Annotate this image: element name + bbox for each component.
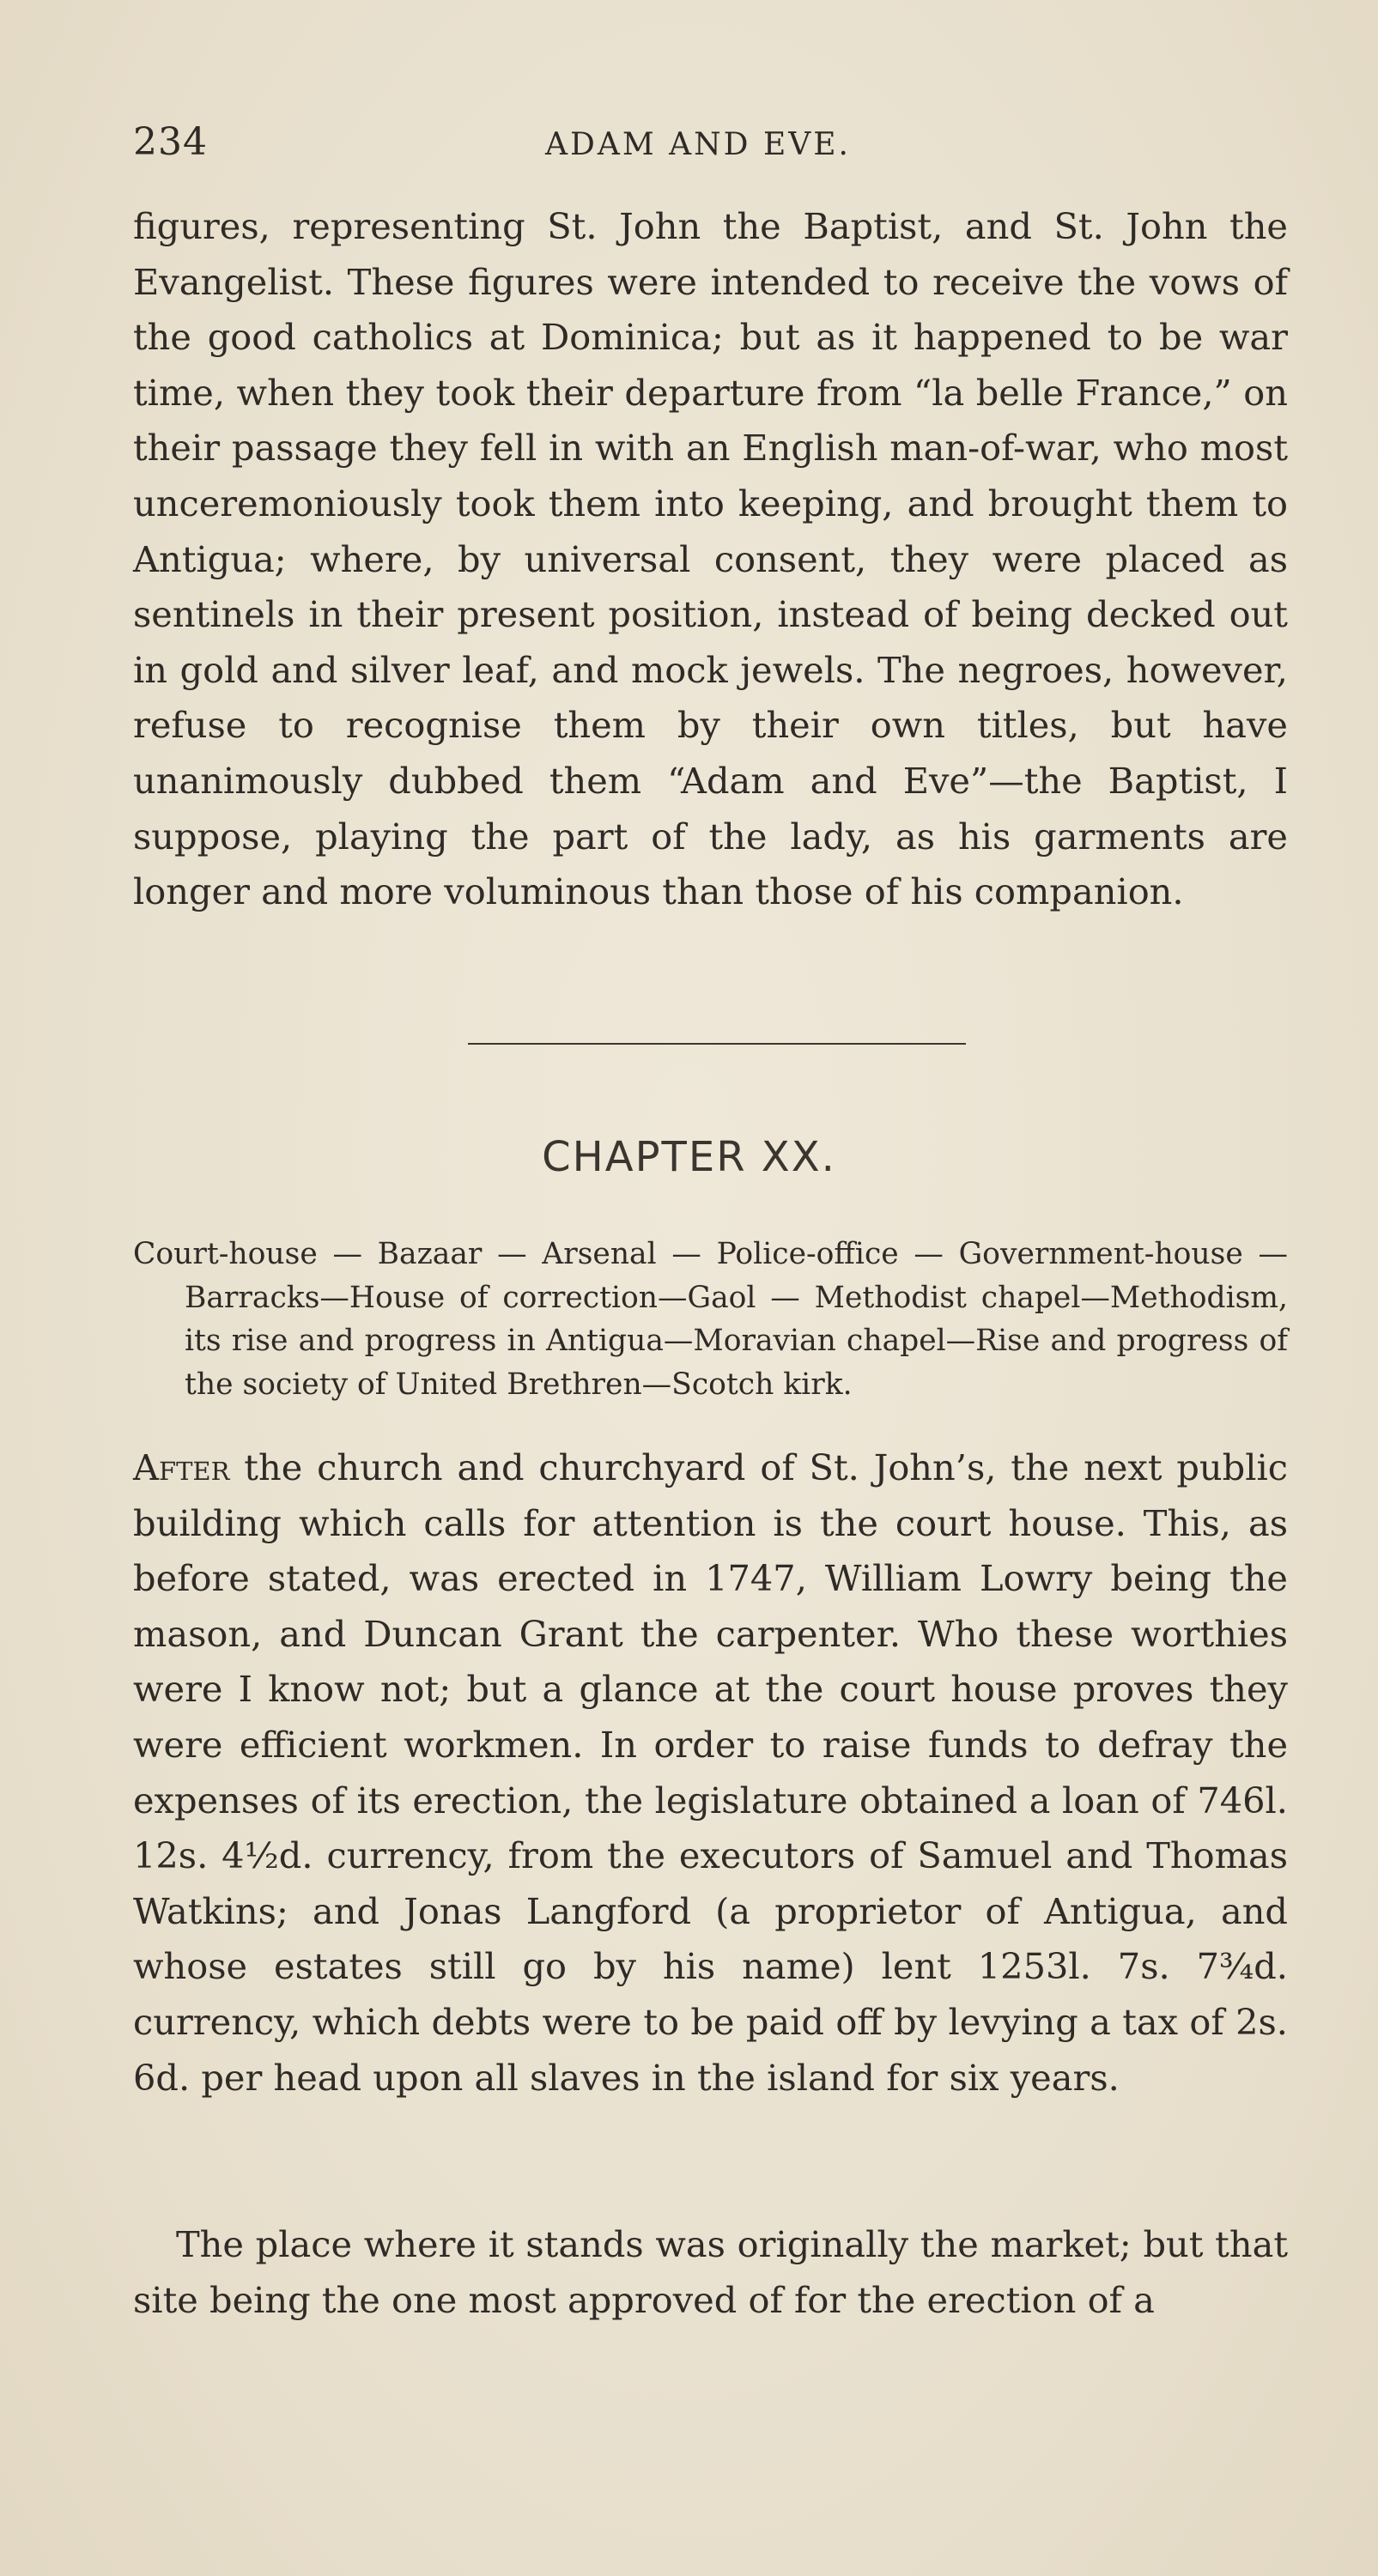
- paragraph-3: [133, 2217, 1288, 2328]
- paragraph-3-text: The place where it stands was originally the market; but that site being the one most approved of for the erection of a: [133, 2223, 1288, 2321]
- paragraph-2-text: the church and churchyard of St. John’s, the next public building which calls for attention is the court house. This, as before stated, was erected in 1747, William Lowry being the mason, and Duncan Grant the carpenter. Who these worthies were I know not; but a glance at the court house proves they were efficient workmen. In order to raise funds to defray the expenses of its erection, the legislature obtained a loan of 746l. 12s. 4½d. currency, from the executors of Samuel and Thomas Watkins; and Jonas Langford (a proprietor of Antigua, and whose estates still go by his name) lent 1253l. 7s. 7¾d. currency, which debts were to be paid off by levying a tax of 2s. 6d. per head upon all slaves in the island for six years.: [133, 1446, 1288, 2099]
- paragraph-chapter-opening: [133, 1440, 1288, 2106]
- paragraph-2: [133, 1440, 1288, 2106]
- section-divider: [468, 1043, 966, 1045]
- paragraph-1-text: figures, representing St. John the Baptist, and St. John the Evangelist. These figures were intended to receive the vows of the good catholics at Dominica; but as it happened to be war time, when they took their departure from “la belle France,” on their passage they fell in with an English man-of-war, who most unceremoniously took them into keeping, and brought them to Antigua; where, by universal consent, they were placed as sentinels in their present position, instead of being decked out in gold and silver leaf, and mock jewels. The negroes, however, refuse to recognise them by their own titles, but have unanimously dubbed them “Adam and Eve”—the Baptist, I suppose, playing the part of the lady, as his garments are longer and more voluminous than those of his companion.: [133, 205, 1288, 913]
- paragraph-continued: [133, 199, 1288, 920]
- chapter-synopsis: Court-house — Bazaar — Arsenal — Police-office — Government-house —Barracks—House of correction—Gaol — Methodist chapel—Methodism, its rise and progress in Antigua—Moravian chapel—Rise and progress of the society of United Brethren—Scotch kirk.: [133, 1237, 1288, 1402]
- paragraph-2-lead-word: After: [133, 1446, 230, 1488]
- chapter-heading: CHAPTER XX.: [542, 1133, 836, 1181]
- page-number: 234: [133, 120, 208, 164]
- running-head: ADAM AND EVE.: [545, 127, 851, 162]
- page-header: [133, 120, 1284, 172]
